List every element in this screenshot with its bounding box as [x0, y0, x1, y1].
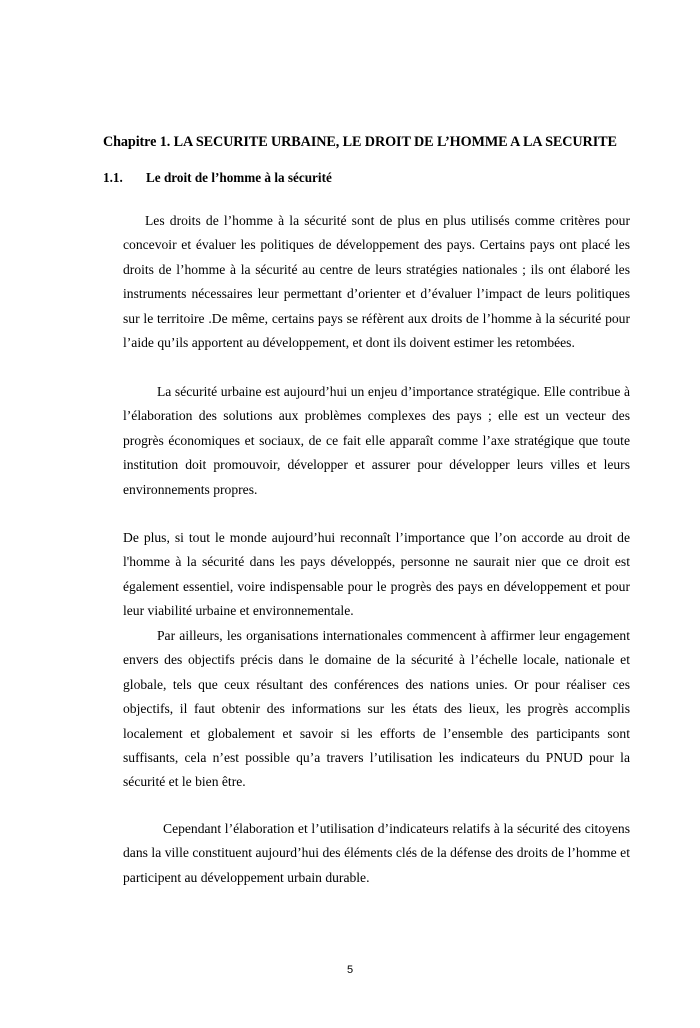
page-number: 5	[346, 964, 354, 976]
chapter-title: Chapitre 1. LA SECURITE URBAINE, LE DROIT DE L’HOMME A LA SECURITE	[103, 134, 617, 150]
paragraph-4: Par ailleurs, les organisations internationales commencent à affirmer leur engagement envers des objectifs précis dans le domaine de la sécurité à l’échelle locale, nationale et globale, tels que ceux résultant des conférences des nations unies. Or pour réaliser ces objectifs, il faut obtenir des informations sur les états des lieux, les progrès accomplis localement et globalement et savoir si les efforts de l’ensemble des participants sont suffisants, cela n’est possible qu’a travers l’utilisation les indicateurs du PNUD pour la sécurité et le bien être.	[123, 628, 630, 790]
paragraph-5: Cependant l’élaboration et l’utilisation d’indicateurs relatifs à la sécurité des citoyens dans la ville constituent aujourd’hui des éléments clés de la défense des droits de l’homme et participent au développement urbain durable.	[123, 821, 630, 885]
section-title: Le droit de l’homme à la sécurité	[146, 170, 332, 185]
section-heading	[103, 170, 332, 186]
paragraph-1: Les droits de l’homme à la sécurité sont de plus en plus utilisés comme critères pour concevoir et évaluer les politiques de développement des pays. Certains pays ont placé les droits de l’homme à la sécurité au centre de leurs stratégies nationales ; ils ont élaboré les instruments nécessaires leur permettant d’orienter et d’évaluer l’impact de leurs politiques sur le territoire .De même, certains pays se réfèrent aux droits de l’homme à la sécurité pour l’aide qu’ils apportent au développement, et dont ils doivent estimer les retombées.	[123, 213, 630, 351]
paragraph-3: De plus, si tout le monde aujourd’hui reconnaît l’importance que l’on accorde au droit de l'homme à la sécurité dans les pays développés, personne ne saurait nier que ce droit est également essentiel, voire indispensable pour le progrès des pays en développement et pour leur viabilité urbaine et environnementale.	[123, 530, 630, 619]
section-number: 1.1.	[103, 170, 123, 185]
paragraph-2: La sécurité urbaine est aujourd’hui un enjeu d’importance stratégique. Elle contribue à l’élaboration des solutions aux problèmes complexes des pays ; elle est un vecteur des progrès économiques et sociaux, de ce fait elle apparaît comme l’axe stratégique que toute institution doit promouvoir, développer et assurer pour développer leurs villes et leurs environnements propres.	[123, 384, 630, 497]
